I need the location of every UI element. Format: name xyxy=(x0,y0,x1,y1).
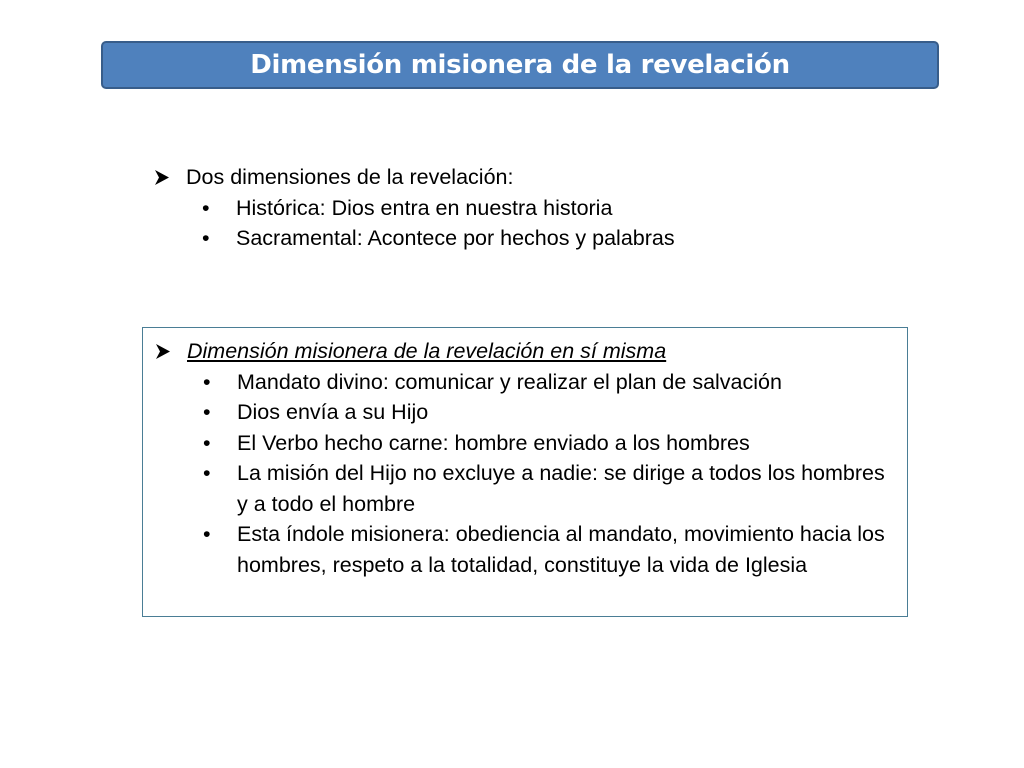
bullet-marker: • xyxy=(202,195,210,220)
section-heading-text: Dos dimensiones de la revelación: xyxy=(186,165,514,189)
list-item-text: Sacramental: Acontece por hechos y palabras xyxy=(236,226,675,250)
list-item-text: Esta índole misionera: obediencia al mandato, movimiento hacia los hombres, respeto a la totalidad, constituye la vida de Iglesia xyxy=(237,522,885,577)
list-item xyxy=(155,193,855,224)
bullet-marker: • xyxy=(203,430,211,455)
arrow-bullet-icon xyxy=(156,336,170,367)
bullet-marker: • xyxy=(203,369,211,394)
list-item-text: La misión del Hijo no excluye a nadie: se dirige a todos los hombres y a todo el hombre xyxy=(237,461,885,516)
arrow-bullet-icon xyxy=(155,162,169,193)
bullet-marker: • xyxy=(202,226,210,250)
section-missionary-dimension xyxy=(142,327,908,617)
list-item xyxy=(156,397,907,428)
list-item xyxy=(155,223,855,254)
list-item-text: Dios envía a su Hijo xyxy=(237,400,429,424)
list-item-text: Histórica: Dios entra en nuestra historia xyxy=(236,195,613,220)
bullet-marker: • xyxy=(203,400,211,424)
section-two-dimensions xyxy=(155,162,855,254)
list-item-text: El Verbo hecho carne: hombre enviado a los hombres xyxy=(237,430,750,455)
list-item xyxy=(156,428,907,459)
slide-title: Dimensión misionera de la revelación xyxy=(250,50,790,80)
bullet-marker: • xyxy=(203,522,211,546)
list-item-text: Mandato divino: comunicar y realizar el plan de salvación xyxy=(237,369,782,394)
section-heading xyxy=(155,162,855,193)
slide-title-bar xyxy=(101,41,939,89)
list-item xyxy=(156,519,907,580)
section-heading xyxy=(156,336,907,367)
list-item xyxy=(156,367,907,398)
section-heading-text: Dimensión misionera de la revelación en sí misma xyxy=(187,339,667,363)
list-item xyxy=(156,458,907,519)
bullet-marker: • xyxy=(203,461,211,485)
